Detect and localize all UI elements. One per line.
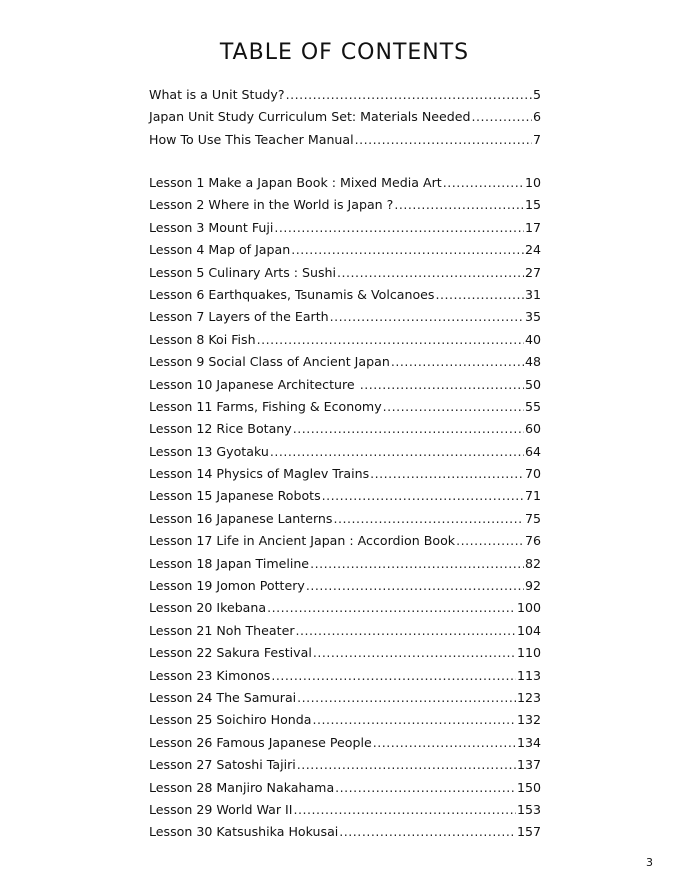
toc-entry: [149, 530, 541, 552]
toc-entry-page: 132: [516, 712, 541, 728]
toc-entry-title: Lesson 24 The Samurai: [149, 689, 297, 705]
toc-entry-title: Japan Unit Study Curriculum Set: Materials Needed: [149, 109, 471, 125]
toc-entry-page: 40: [524, 331, 541, 347]
toc-dot-leader: [472, 106, 532, 128]
toc-entry-page: 92: [524, 578, 541, 594]
toc-entry: [149, 217, 541, 239]
toc-dot-leader: [435, 284, 523, 306]
toc-entry-page: 64: [524, 443, 541, 459]
toc-entry-title: Lesson 1 Make a Japan Book : Mixed Media Art: [149, 175, 442, 190]
toc-dot-leader: [330, 306, 524, 328]
toc-entry-page: 123: [516, 689, 541, 705]
toc-entry: [149, 687, 541, 709]
toc-entry-page: 134: [516, 734, 541, 750]
toc-entry: [149, 106, 541, 128]
toc-dot-leader: [383, 396, 524, 418]
toc-entry-title: Lesson 27 Satoshi Tajiri: [149, 757, 296, 773]
toc-entry-title: Lesson 14 Physics of Maglev Trains: [149, 466, 370, 482]
toc-entry-title: Lesson 8 Koi Fish: [149, 331, 256, 347]
toc-lessons-list: [149, 172, 541, 844]
toc-entry-page: 35: [524, 309, 541, 325]
toc-entry-title: Lesson 20 Ikebana: [149, 600, 267, 616]
toc-entry-page: 110: [516, 645, 541, 661]
toc-dot-leader: [391, 351, 524, 373]
toc-entry: [149, 239, 541, 261]
toc-dot-leader: [394, 194, 524, 216]
toc-entry: [149, 374, 541, 396]
toc-entry-page: 10: [524, 175, 541, 190]
toc-dot-leader: [297, 754, 516, 776]
toc-dot-leader: [296, 620, 516, 642]
toc-entry-title: Lesson 13 Gyotaku: [149, 443, 269, 459]
toc-entry: [149, 284, 541, 306]
toc-entry: [149, 799, 541, 821]
toc-entry-title: Lesson 11 Farms, Fishing & Economy: [149, 398, 382, 414]
toc-entry-title: Lesson 17 Life in Ancient Japan : Accordion Book: [149, 533, 456, 549]
page-title: TABLE OF CONTENTS: [219, 40, 470, 65]
toc-entry: [149, 575, 541, 597]
toc-entry: [149, 597, 541, 619]
toc-entry: [149, 463, 541, 485]
toc-dot-leader: [322, 485, 524, 507]
toc-intro-list: [149, 84, 541, 151]
toc-entry: [149, 172, 541, 194]
toc-entry-title: Lesson 22 Sakura Festival: [149, 645, 312, 661]
toc-entry-title: How To Use This Teacher Manual: [149, 131, 354, 147]
toc-dot-leader: [291, 239, 524, 261]
toc-entry-title: What is a Unit Study?: [149, 87, 285, 102]
toc-entry: [149, 329, 541, 351]
toc-entry: [149, 306, 541, 328]
toc-entry-page: 27: [524, 264, 541, 280]
toc-dot-leader: [443, 172, 524, 194]
toc-entry-page: 55: [524, 398, 541, 414]
toc-entry: [149, 642, 541, 664]
toc-dot-leader: [271, 665, 516, 687]
toc-entry-page: 137: [516, 757, 541, 773]
toc-dot-leader: [335, 777, 516, 799]
toc-dot-leader: [297, 687, 516, 709]
toc-entry: [149, 665, 541, 687]
toc-entry-title: Lesson 23 Kimonos: [149, 667, 271, 683]
toc-dot-leader: [293, 418, 524, 440]
toc-dot-leader: [293, 799, 516, 821]
toc-dot-leader: [270, 441, 524, 463]
toc-entry-title: Lesson 19 Jomon Pottery: [149, 578, 305, 594]
toc-entry-page: 50: [524, 376, 541, 392]
toc-entry-title: Lesson 4 Map of Japan: [149, 242, 291, 258]
toc-entry-page: 75: [524, 510, 541, 526]
toc-entry-page: 71: [524, 488, 541, 504]
toc-dot-leader: [313, 642, 516, 664]
toc-dot-leader: [333, 508, 523, 530]
toc-dot-leader: [373, 732, 516, 754]
toc-entry-page: 157: [516, 824, 541, 840]
toc-entry-page: 60: [524, 421, 541, 437]
toc-entry-page: 113: [516, 667, 541, 683]
toc-entry-page: 6: [532, 109, 541, 125]
toc-entry-title: Lesson 3 Mount Fuji: [149, 219, 274, 235]
toc-entry: [149, 732, 541, 754]
toc-entry-page: 104: [516, 622, 541, 638]
toc-entry-title: Lesson 25 Soichiro Honda: [149, 712, 312, 728]
toc-entry-page: 15: [524, 197, 541, 213]
toc-entry-page: 48: [524, 354, 541, 370]
toc-entry: [149, 620, 541, 642]
toc-dot-leader: [337, 262, 524, 284]
toc-entry-title: Lesson 6 Earthquakes, Tsunamis & Volcanoes: [149, 286, 435, 302]
toc-entry-page: 150: [516, 779, 541, 795]
toc-entry-page: 82: [524, 555, 541, 571]
toc-entry-title: Lesson 9 Social Class of Ancient Japan: [149, 354, 390, 370]
toc-dot-leader: [257, 329, 524, 351]
toc-dot-leader: [274, 217, 524, 239]
toc-entry-page: 100: [516, 600, 541, 616]
toc-entry-page: 31: [524, 286, 541, 302]
toc-entry-title: Lesson 29 World War II: [149, 801, 293, 817]
toc-entry: [149, 418, 541, 440]
toc-entry: [149, 485, 541, 507]
toc-entry: [149, 821, 541, 843]
toc-dot-leader: [339, 821, 516, 843]
toc-entry-title: Lesson 10 Japanese Architecture: [149, 376, 359, 392]
toc-entry: [149, 262, 541, 284]
toc-entry: [149, 129, 541, 151]
toc-entry: [149, 553, 541, 575]
toc-entry-title: Lesson 2 Where in the World is Japan ?: [149, 197, 394, 213]
toc-entry-page: 24: [524, 242, 541, 258]
page-number: 3: [646, 856, 653, 869]
toc-entry: [149, 441, 541, 463]
toc-dot-leader: [355, 129, 532, 151]
toc-entry-page: 5: [532, 87, 541, 102]
toc-entry-page: 76: [524, 533, 541, 549]
toc-entry: [149, 84, 541, 106]
toc-entry-title: Lesson 30 Katsushika Hokusai: [149, 824, 339, 840]
toc-entry: [149, 396, 541, 418]
toc-entry-page: 7: [532, 131, 541, 147]
toc-entry-title: Lesson 26 Famous Japanese People: [149, 734, 372, 750]
toc-entry: [149, 351, 541, 373]
toc-dot-leader: [312, 709, 515, 731]
toc-dot-leader: [456, 530, 524, 552]
toc-dot-leader: [306, 575, 524, 597]
toc-entry-title: Lesson 18 Japan Timeline: [149, 555, 310, 571]
toc-dot-leader: [370, 463, 524, 485]
toc-entry-page: 70: [524, 466, 541, 482]
toc-entry-page: 17: [524, 219, 541, 235]
toc-dot-leader: [286, 84, 532, 106]
toc-entry-title: Lesson 7 Layers of the Earth: [149, 309, 329, 325]
toc-dot-leader: [310, 553, 524, 575]
toc-entry-page: 153: [516, 801, 541, 817]
toc-entry-title: Lesson 5 Culinary Arts : Sushi: [149, 264, 337, 280]
toc-entry: [149, 194, 541, 216]
toc-entry-title: Lesson 21 Noh Theater: [149, 622, 295, 638]
toc-entry-title: Lesson 16 Japanese Lanterns: [149, 510, 333, 526]
toc-entry-title: Lesson 28 Manjiro Nakahama: [149, 779, 335, 795]
toc-dot-leader: [360, 374, 524, 396]
toc-entry: [149, 709, 541, 731]
toc-entry: [149, 508, 541, 530]
toc-dot-leader: [267, 597, 516, 619]
toc-entry-title: Lesson 15 Japanese Robots: [149, 488, 321, 504]
toc-entry: [149, 754, 541, 776]
toc-entry-title: Lesson 12 Rice Botany: [149, 421, 292, 437]
toc-entry: [149, 777, 541, 799]
